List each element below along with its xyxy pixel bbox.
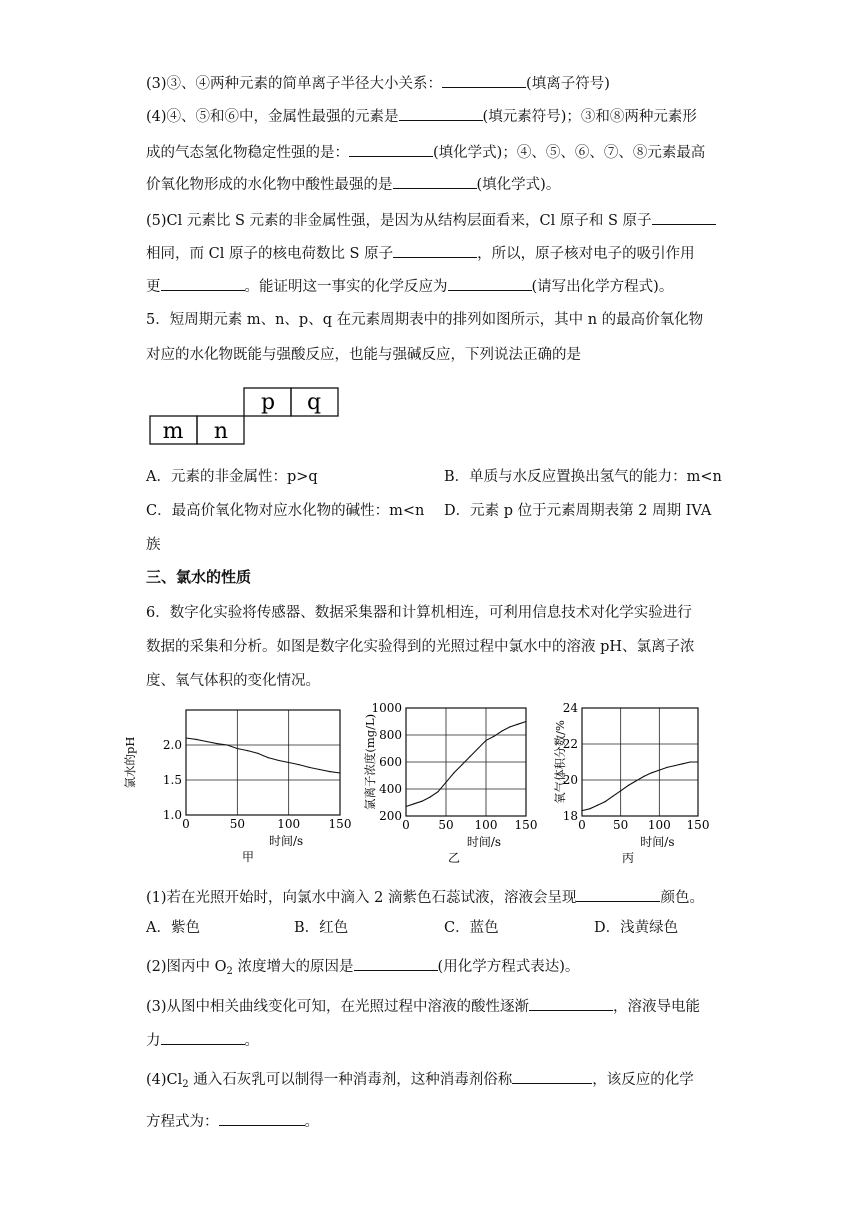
q4-line1: (4)④、⑤和⑥中，金属性最强的元素是 (填元素符号)；③和⑧两种元素形 bbox=[146, 106, 697, 127]
q4-line3: 价氧化物形成的水化物中酸性最强的是 (填化学式)。 bbox=[146, 174, 560, 195]
y-tick-label: 22 bbox=[562, 737, 578, 751]
data-point bbox=[429, 797, 430, 798]
data-point bbox=[620, 790, 621, 791]
x-tick-label: 100 bbox=[474, 818, 498, 832]
series-line bbox=[406, 722, 526, 807]
x-tick-label: 0 bbox=[578, 818, 586, 832]
chart-caption: 甲 bbox=[241, 850, 255, 864]
q6-line1: 6．数字化实验将传感器、数据采集器和计算机相连，可利用信息技术对化学实验进行 bbox=[146, 605, 692, 621]
x-tick-label: 150 bbox=[514, 818, 538, 832]
data-point bbox=[445, 782, 446, 783]
x-tick-label: 50 bbox=[229, 817, 245, 831]
data-point bbox=[206, 741, 207, 742]
data-point bbox=[453, 772, 454, 773]
q6-sub1: (1)若在光照开始时，向氯水中滴入 2 滴紫色石蕊试液，溶液会呈现 颜色。 bbox=[146, 887, 704, 908]
data-point bbox=[237, 748, 238, 749]
data-point bbox=[690, 761, 691, 762]
data-point bbox=[247, 750, 248, 751]
data-point bbox=[605, 801, 606, 802]
cell-m: m bbox=[162, 419, 184, 444]
y-axis-label: 氯离子浓度(mg/L) bbox=[363, 713, 377, 811]
y-tick-label: 1000 bbox=[371, 701, 402, 715]
q6-sub3: (3)从图中相关曲线变化可知，在光照过程中溶液的酸性逐渐 ，溶液导电能 bbox=[146, 996, 700, 1017]
option-a[interactable]: A．元素的非金属性：p>q bbox=[146, 469, 318, 485]
data-point bbox=[597, 805, 598, 806]
series-line bbox=[186, 738, 340, 773]
q5sub-line3: 更 。能证明这一事实的化学反应为 (请写出化学方程式)。 bbox=[146, 276, 673, 297]
y-tick-label: 2.0 bbox=[162, 738, 182, 752]
q6-line2: 数据的采集和分析。如图是数字化实验得到的光照过程中氯水中的溶液 pH、氯离子浓 bbox=[146, 639, 695, 655]
data-point bbox=[485, 740, 486, 741]
data-point bbox=[636, 780, 637, 781]
data-point bbox=[674, 765, 675, 766]
data-point bbox=[509, 726, 510, 727]
q6-sub4-cont: 方程式为： 。 bbox=[146, 1111, 319, 1132]
option-d[interactable]: D．元素 p 位于元素周期表第 2 周期 IVA bbox=[444, 503, 712, 519]
data-point bbox=[268, 757, 269, 758]
data-point bbox=[257, 753, 258, 754]
data-point bbox=[309, 767, 310, 768]
section-heading: 三、氯水的性质 bbox=[146, 568, 252, 586]
x-tick-label: 0 bbox=[402, 818, 410, 832]
y-tick-label: 200 bbox=[379, 809, 402, 823]
data-point bbox=[216, 743, 217, 744]
data-point bbox=[421, 801, 422, 802]
data-point bbox=[612, 796, 613, 797]
data-point bbox=[413, 803, 414, 804]
answer-blank[interactable] bbox=[448, 276, 532, 291]
x-tick-label: 50 bbox=[613, 818, 629, 832]
q3-line: (3)③、④两种元素的简单离子半径大小关系： (填离子符号) bbox=[146, 73, 610, 94]
data-point bbox=[278, 760, 279, 761]
data-point bbox=[682, 763, 683, 764]
data-point bbox=[339, 772, 340, 773]
data-point bbox=[477, 748, 478, 749]
x-tick-label: 150 bbox=[686, 818, 710, 832]
answer-blank[interactable] bbox=[442, 73, 526, 88]
answer-blank[interactable] bbox=[399, 106, 483, 121]
data-point bbox=[581, 810, 582, 811]
x-tick-label: 100 bbox=[647, 818, 671, 832]
data-point bbox=[469, 756, 470, 757]
sub1-option-d[interactable]: D．浅黄绿色 bbox=[594, 920, 679, 936]
x-axis-label: 时间/s bbox=[466, 835, 502, 849]
x-tick-label: 100 bbox=[277, 817, 301, 831]
data-point bbox=[493, 736, 494, 737]
y-tick-label: 600 bbox=[379, 755, 402, 769]
answer-blank[interactable] bbox=[393, 174, 477, 189]
data-point bbox=[298, 764, 299, 765]
answer-blank[interactable] bbox=[161, 1030, 245, 1045]
q6-line3: 度、氧气体积的变化情况。 bbox=[146, 673, 320, 689]
q5sub-line2: 相同，而 Cl 原子的核电荷数比 S 原子 ，所以，原子核对电子的吸引作用 bbox=[146, 243, 695, 264]
data-point bbox=[517, 724, 518, 725]
chart-ph bbox=[118, 700, 352, 870]
y-tick-label: 20 bbox=[562, 773, 578, 787]
x-axis-label: 时间/s bbox=[268, 834, 304, 848]
data-point bbox=[643, 776, 644, 777]
data-point bbox=[697, 761, 698, 762]
y-axis-label: 氧气体积分数/% bbox=[553, 720, 567, 804]
q4-line2: 成的气态氢化物稳定性强的是： (填化学式)；④、⑤、⑥、⑦、⑧元素最高 bbox=[146, 142, 705, 163]
x-tick-label: 0 bbox=[182, 817, 190, 831]
cell-n: n bbox=[213, 419, 229, 444]
data-point bbox=[329, 771, 330, 772]
data-point bbox=[288, 762, 289, 763]
series-line bbox=[582, 762, 698, 811]
answer-blank[interactable] bbox=[219, 1111, 305, 1126]
x-axis-label: 时间/s bbox=[640, 835, 675, 849]
y-tick-label: 800 bbox=[379, 728, 402, 742]
option-d-cont: 族 bbox=[146, 537, 161, 553]
data-point bbox=[666, 767, 667, 768]
data-point bbox=[185, 737, 186, 738]
plot-frame bbox=[582, 708, 698, 816]
q5-line2: 对应的水化物既能与强酸反应，也能与强碱反应，下列说法正确的是 bbox=[146, 347, 581, 363]
data-point bbox=[628, 785, 629, 786]
y-tick-label: 24 bbox=[562, 701, 578, 715]
chart-chloride bbox=[356, 700, 540, 870]
y-tick-label: 18 bbox=[562, 809, 578, 823]
data-point bbox=[405, 806, 406, 807]
q6-sub3-cont: 力 。 bbox=[146, 1030, 259, 1051]
cell-p: p bbox=[260, 390, 276, 415]
q6-sub4: $(4)Cl_2$ 通入石灰乳可以制得一种消毒剂，这种消毒剂俗称 ，该反应的化学 bbox=[146, 1069, 694, 1095]
q5-line1: 5．短周期元素 m、n、p、q 在元素周期表中的排列如图所示，其中 n 的最高价氧化物 bbox=[146, 312, 704, 328]
answer-blank[interactable] bbox=[529, 996, 613, 1011]
data-point bbox=[589, 808, 590, 809]
data-point bbox=[319, 769, 320, 770]
chart-caption: 丙 bbox=[621, 851, 635, 865]
data-point bbox=[226, 744, 227, 745]
sub1-option-a[interactable]: A．紫色 bbox=[146, 920, 200, 936]
x-tick-label: 50 bbox=[438, 818, 454, 832]
y-tick-label: 400 bbox=[379, 782, 402, 796]
answer-blank[interactable] bbox=[576, 887, 660, 902]
data-point bbox=[501, 730, 502, 731]
answer-blank[interactable] bbox=[652, 210, 716, 225]
sub1-option-b[interactable]: B．红色 bbox=[294, 920, 349, 936]
data-point bbox=[196, 739, 197, 740]
answer-blank[interactable] bbox=[354, 956, 438, 971]
y-axis-label: 氯水的pH bbox=[123, 736, 137, 789]
answer-blank[interactable] bbox=[512, 1069, 592, 1084]
answer-blank[interactable] bbox=[161, 276, 245, 291]
cell-q: q bbox=[306, 390, 322, 415]
y-tick-label: 1.0 bbox=[162, 808, 182, 822]
periodic-table-fragment bbox=[146, 386, 346, 448]
chart-caption: 乙 bbox=[447, 851, 461, 865]
chart-oxygen bbox=[548, 700, 716, 870]
sub1-option-c[interactable]: C．蓝色 bbox=[444, 920, 499, 936]
plot-frame bbox=[186, 710, 340, 815]
q6-sub2: (2)图丙中 $O_2$ 浓度增大的原因是 (用化学方程式表达)。 bbox=[146, 956, 579, 982]
data-point bbox=[461, 764, 462, 765]
x-tick-label: 150 bbox=[328, 817, 352, 831]
data-point bbox=[437, 791, 438, 792]
data-point bbox=[651, 772, 652, 773]
answer-blank[interactable] bbox=[393, 243, 477, 258]
q5sub-line1: (5)Cl 元素比 S 元素的非金属性强，是因为从结构层面看来，Cl 原子和 S 原子 bbox=[146, 210, 716, 231]
option-c[interactable]: C．最高价氧化物对应水化物的碱性：m<n bbox=[146, 503, 425, 519]
data-point bbox=[525, 721, 526, 722]
data-point bbox=[659, 770, 660, 771]
y-tick-label: 1.5 bbox=[162, 773, 182, 787]
option-b[interactable]: B．单质与水反应置换出氢气的能力：m<n bbox=[444, 469, 722, 485]
answer-blank[interactable] bbox=[349, 142, 433, 157]
